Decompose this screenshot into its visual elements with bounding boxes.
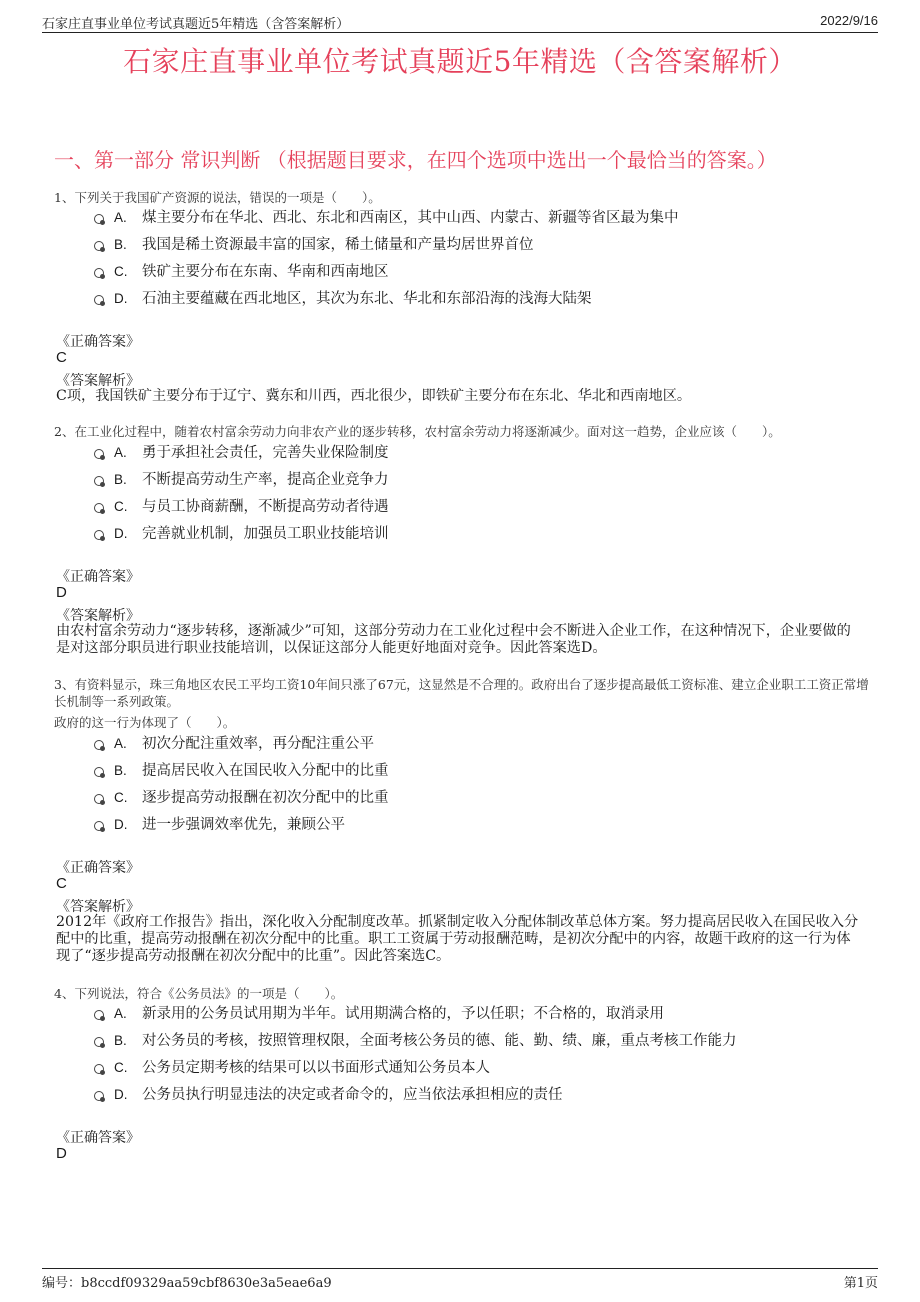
question-2-option-c[interactable]	[92, 496, 872, 518]
radio-icon[interactable]	[94, 449, 104, 459]
option-letter: D.	[114, 526, 128, 541]
question-3-answer: C	[56, 875, 67, 892]
header-date: 2022/9/16	[820, 13, 878, 28]
radio-icon[interactable]	[94, 503, 104, 513]
question-3-analysis-label: 《答案解析》	[56, 899, 140, 915]
option-letter: D.	[114, 291, 128, 306]
question-1-option-d[interactable]	[92, 288, 872, 310]
question-1-answer-label: 《正确答案》	[56, 334, 140, 350]
option-text: 与员工协商薪酬，不断提高劳动者待遇	[142, 499, 389, 515]
option-text: 初次分配注重效率，再分配注重公平	[142, 736, 374, 752]
question-1-analysis-label: 《答案解析》	[56, 373, 140, 389]
question-2-stem: 2、在工业化过程中，随着农村富余劳动力向非农产业的逐步转移，农村富余劳动力将逐渐减少。面对这一趋势，企业应该（ ）。	[54, 424, 781, 439]
question-1-answer: C	[56, 349, 67, 366]
question-3-analysis: 2012年《政府工作报告》指出，深化收入分配制度改革。抓紧制定收入分配体制改革总体方案。努力提高居民收入在国民收入分配中的比重，提高劳动报酬在初次分配中的比重。职工工资属于劳动报酬范畴，是初次分配中的内容，故题干政府的这一行为体现了“逐步提高劳动报酬在初次分配中的比重”。因此答案选C。	[56, 914, 859, 964]
option-text: 逐步提高劳动报酬在初次分配中的比重	[142, 790, 389, 806]
option-letter: C.	[114, 1060, 128, 1075]
option-text: 进一步强调效率优先，兼顾公平	[142, 817, 345, 833]
option-letter: B.	[114, 472, 127, 487]
question-4-option-b[interactable]	[92, 1030, 872, 1052]
question-1-option-b[interactable]	[92, 234, 872, 256]
question-1-option-c[interactable]	[92, 261, 872, 283]
option-text: 不断提高劳动生产率，提高企业竞争力	[142, 472, 389, 488]
question-3-option-d[interactable]	[92, 814, 872, 836]
radio-icon[interactable]	[94, 1064, 104, 1074]
question-3-answer-label: 《正确答案》	[56, 860, 140, 876]
question-1-analysis: C项，我国铁矿主要分布于辽宁、冀东和川西，西北很少，即铁矿主要分布在东北、华北和西南地区。	[56, 388, 692, 404]
radio-icon[interactable]	[94, 794, 104, 804]
radio-icon[interactable]	[94, 767, 104, 777]
question-2-analysis-label: 《答案解析》	[56, 608, 140, 624]
option-letter: C.	[114, 499, 128, 514]
option-letter: A.	[114, 210, 127, 225]
option-letter: A.	[114, 1006, 127, 1021]
radio-icon[interactable]	[94, 295, 104, 305]
question-3-option-a[interactable]	[92, 733, 872, 755]
question-2-answer-label: 《正确答案》	[56, 569, 140, 585]
radio-icon[interactable]	[94, 821, 104, 831]
radio-icon[interactable]	[94, 268, 104, 278]
option-letter: D.	[114, 1087, 128, 1102]
option-text: 公务员执行明显违法的决定或者命令的，应当依法承担相应的责任	[142, 1087, 563, 1103]
radio-icon[interactable]	[94, 1037, 104, 1047]
radio-icon[interactable]	[94, 214, 104, 224]
question-2-option-a[interactable]	[92, 442, 872, 464]
option-text: 勇于承担社会责任，完善失业保险制度	[142, 445, 389, 461]
radio-icon[interactable]	[94, 1010, 104, 1020]
option-letter: A.	[114, 736, 127, 751]
option-text: 完善就业机制，加强员工职业技能培训	[142, 526, 389, 542]
page-number: 第1页	[843, 1276, 878, 1291]
question-2-option-d[interactable]	[92, 523, 872, 545]
option-text: 石油主要蕴藏在西北地区，其次为东北、华北和东部沿海的浅海大陆架	[142, 291, 592, 307]
radio-icon[interactable]	[94, 530, 104, 540]
page-header	[42, 10, 878, 33]
question-4-answer: D	[56, 1145, 67, 1162]
section-title: 一、第一部分 常识判断 （根据题目要求，在四个选项中选出一个最恰当的答案。）	[54, 148, 777, 172]
radio-icon[interactable]	[94, 476, 104, 486]
question-4-stem: 4、下列说法，符合《公务员法》的一项是（ ）。	[54, 986, 344, 1001]
header-title: 石家庄直事业单位考试真题近5年精选（含答案解析）	[42, 17, 350, 32]
question-1-option-a[interactable]	[92, 207, 872, 229]
question-1-stem: 1、下列关于我国矿产资源的说法，错误的一项是（ ）。	[54, 190, 381, 205]
question-3-option-c[interactable]	[92, 787, 872, 809]
option-letter: C.	[114, 790, 128, 805]
option-text: 煤主要分布在华北、西北、东北和西南区，其中山西、内蒙古、新疆等省区最为集中	[142, 210, 679, 226]
radio-icon[interactable]	[94, 740, 104, 750]
option-text: 新录用的公务员试用期为半年。试用期满合格的，予以任职；不合格的，取消录用	[142, 1006, 664, 1022]
question-2-analysis: 由农村富余劳动力“逐步转移，逐渐减少”可知，这部分劳动力在工业化过程中会不断进入企业工作，在这种情况下，企业要做的是对这部分职员进行职业技能培训，以保证这部分人能更好地面对竞争。因此答案选D。	[56, 623, 851, 656]
document-serial: 编号：b8ccdf09329aa59cbf8630e3a5eae6a9	[42, 1276, 332, 1291]
option-text: 提高居民收入在国民收入分配中的比重	[142, 763, 389, 779]
question-4-answer-label: 《正确答案》	[56, 1130, 140, 1146]
document-title: 石家庄直事业单位考试真题近5年精选（含答案解析）	[123, 45, 797, 78]
page-footer	[42, 1268, 878, 1291]
question-3-stem-continued: 政府的这一行为体现了（ ）。	[54, 715, 236, 730]
radio-icon[interactable]	[94, 1091, 104, 1101]
question-4-option-a[interactable]	[92, 1003, 872, 1025]
option-letter: B.	[114, 1033, 127, 1048]
option-letter: B.	[114, 237, 127, 252]
option-text: 我国是稀土资源最丰富的国家，稀土储量和产量均居世界首位	[142, 237, 534, 253]
option-letter: D.	[114, 817, 128, 832]
radio-icon[interactable]	[94, 241, 104, 251]
question-2-option-b[interactable]	[92, 469, 872, 491]
option-text: 公务员定期考核的结果可以以书面形式通知公务员本人	[142, 1060, 490, 1076]
question-3-option-b[interactable]	[92, 760, 872, 782]
option-text: 铁矿主要分布在东南、华南和西南地区	[142, 264, 389, 280]
option-letter: A.	[114, 445, 127, 460]
question-2-answer: D	[56, 584, 67, 601]
question-3-stem: 3、有资料显示，珠三角地区农民工平均工资10年间只涨了67元，这显然是不合理的。政府出台了逐步提高最低工资标准、建立企业职工工资正常增长机制等一系列政策。	[54, 677, 869, 709]
option-text: 对公务员的考核，按照管理权限，全面考核公务员的德、能、勤、绩、廉，重点考核工作能力	[142, 1033, 737, 1049]
question-4-option-c[interactable]	[92, 1057, 872, 1079]
option-letter: B.	[114, 763, 127, 778]
option-letter: C.	[114, 264, 128, 279]
question-4-option-d[interactable]	[92, 1084, 872, 1106]
